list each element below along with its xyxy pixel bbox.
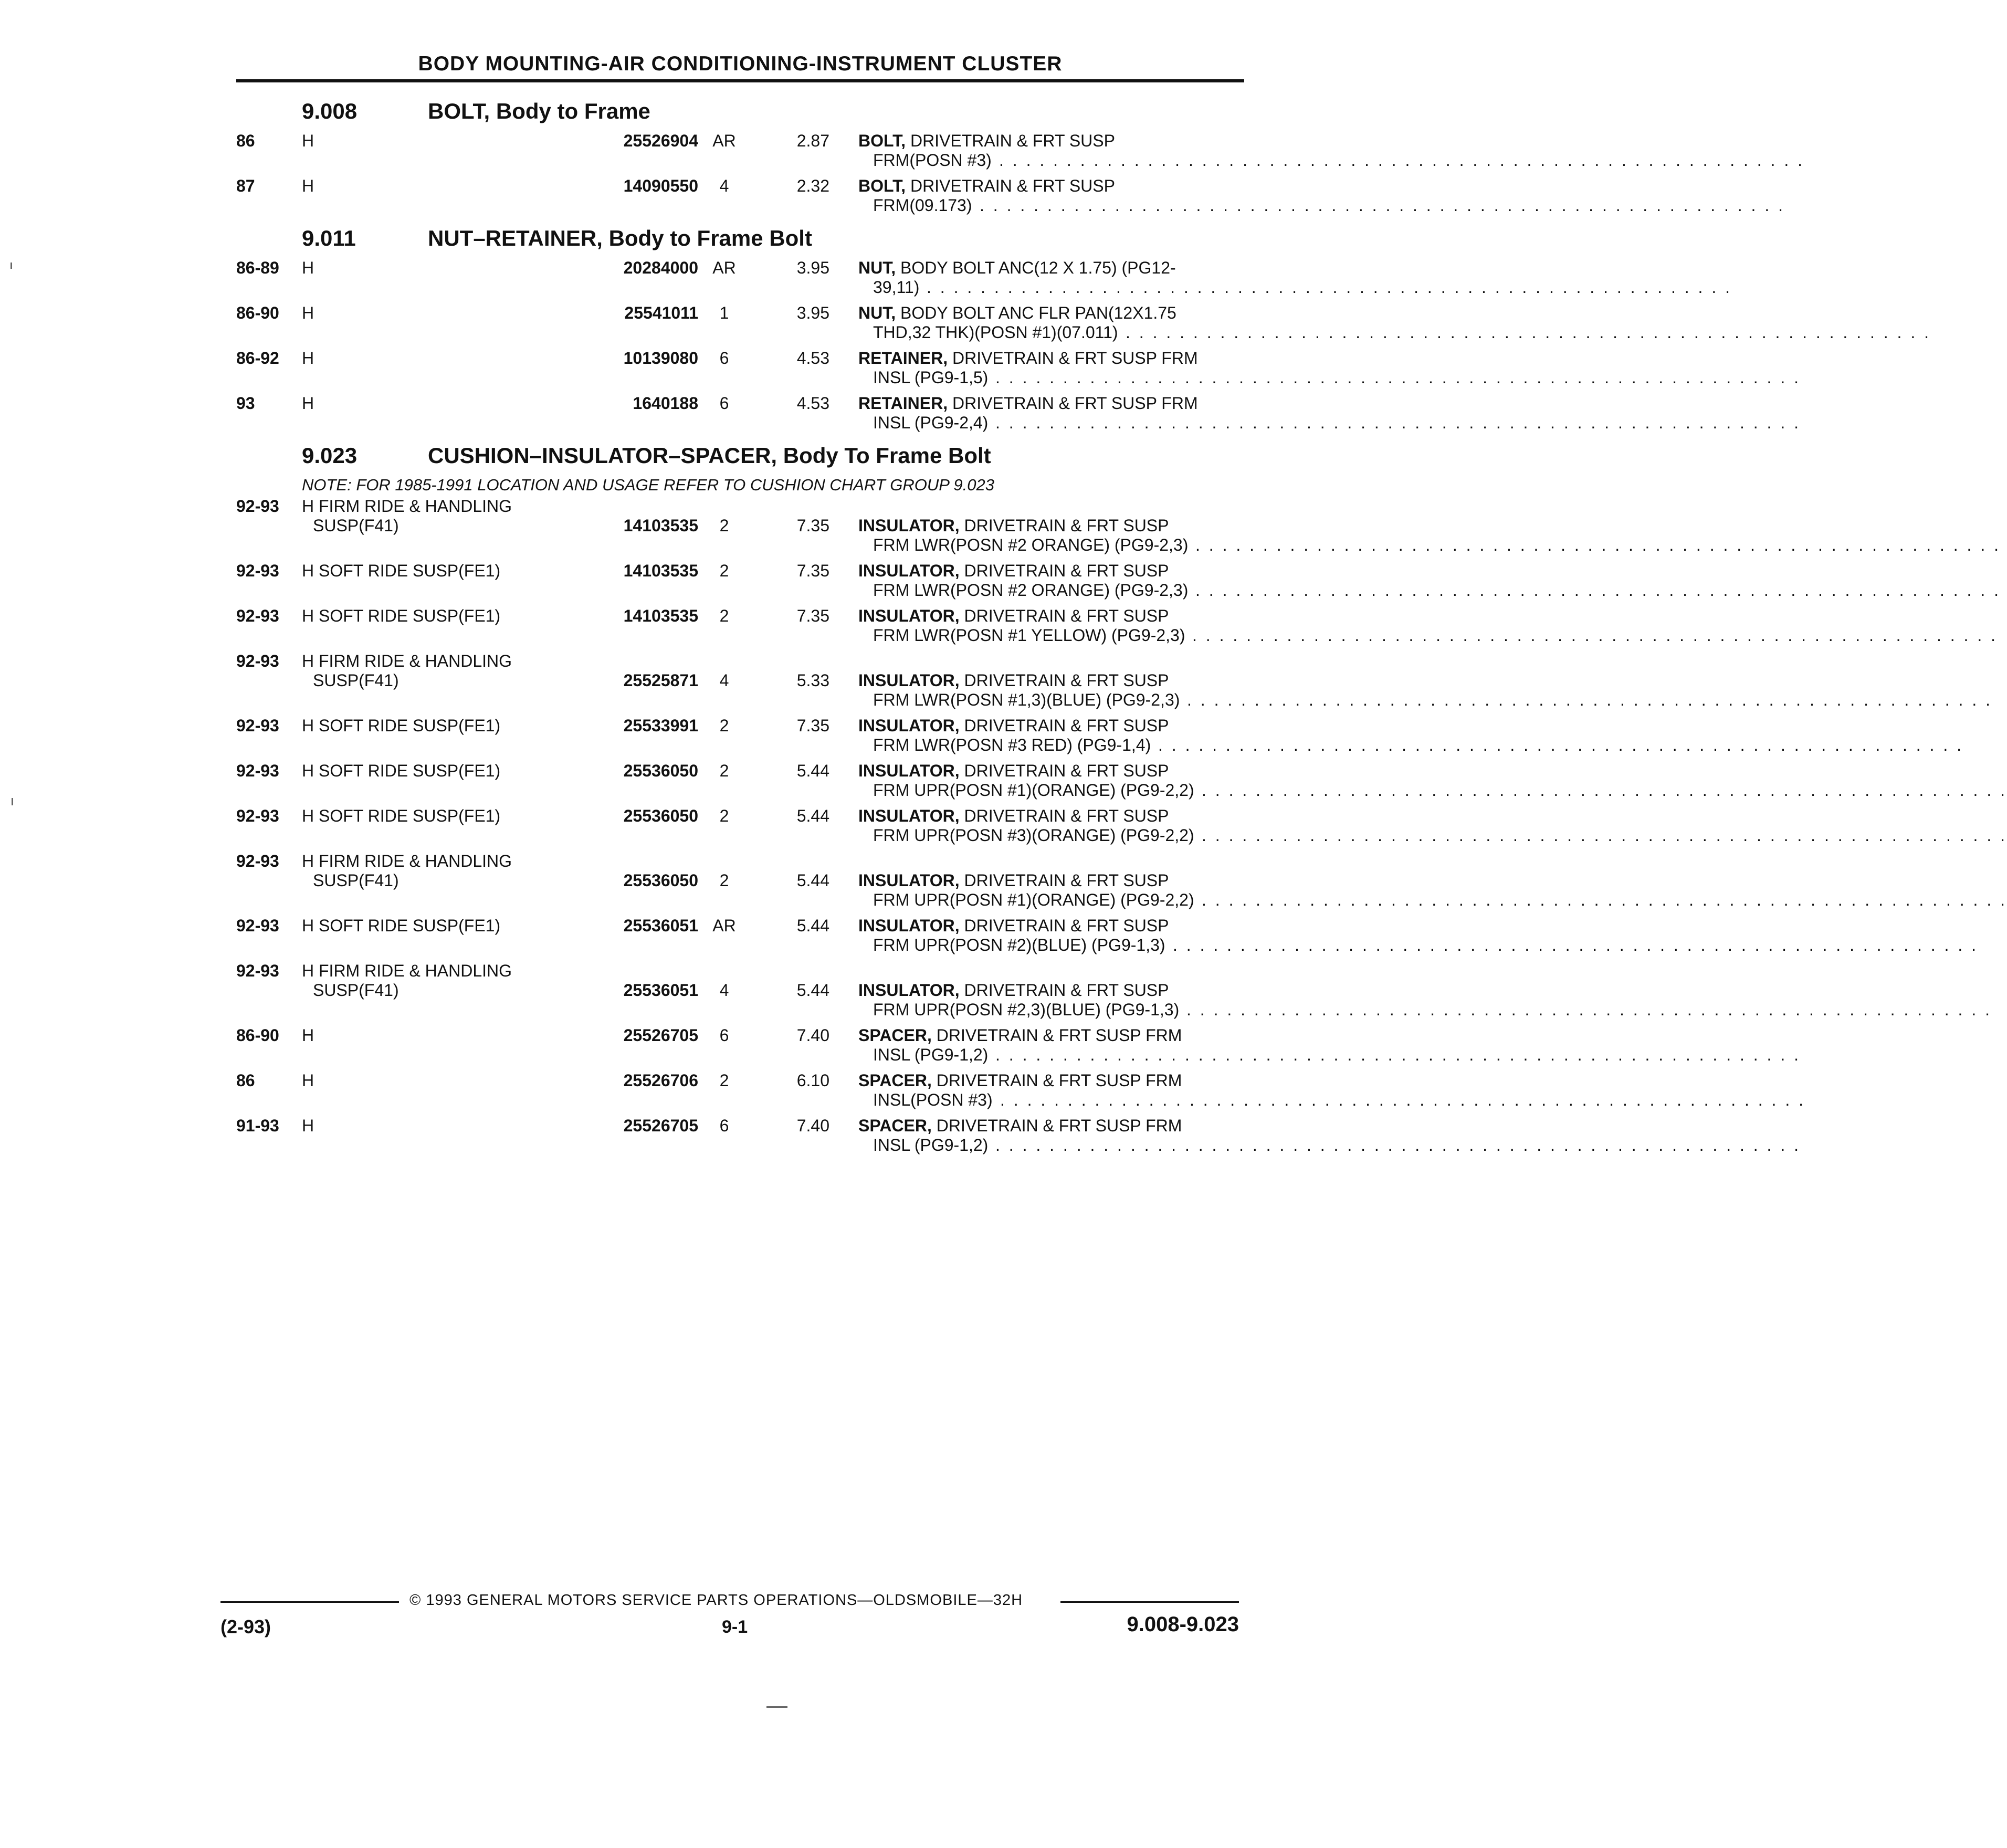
part-name-keyword: INSULATOR, [858, 761, 960, 780]
quantity: 1 [719, 303, 729, 322]
leader-dots: . . . . . . . . . . . . . . . . . . . . . . . . . . . . . . . . . . . . . . . . . . . . . . . . . . . . . . . . . . . . [1000, 1090, 1805, 1109]
part-name-cont: FRM LWR(POSN #2 ORANGE) (PG9-2,3) [873, 536, 1189, 554]
group-number: 7.35 [796, 716, 829, 735]
model-years: 92-93 [236, 652, 279, 670]
model-years: 92-93 [236, 561, 279, 580]
group-number: 3.95 [796, 303, 829, 322]
part-name-keyword: RETAINER, [858, 394, 948, 413]
part-row [236, 131, 1804, 170]
part-name-cont: FRM UPR(POSN #2)(BLUE) (PG9-1,3) [873, 936, 1165, 954]
quantity: 2 [719, 716, 729, 735]
part-name-detail: DRIVETRAIN & FRT SUSP [906, 131, 1115, 150]
application-desc: H FIRM RIDE & HANDLING [302, 852, 512, 870]
part-name-detail: DRIVETRAIN & FRT SUSP [906, 176, 1115, 195]
part-name [858, 258, 1176, 278]
section-heading [236, 222, 1244, 258]
leader-dots: . . . . . . . . . . . . . . . . . . . . . . . . . . . . . . . . . . . . . . . . . . . . . . . . . . . . . . . . . . . . [1202, 826, 2007, 845]
part-number: 25526705 [623, 1026, 698, 1045]
part-name [858, 1071, 1182, 1090]
part-number: 10139080 [623, 349, 698, 368]
part-number: 25526904 [623, 131, 698, 150]
application-desc: H SOFT RIDE SUSP(FE1) [302, 716, 501, 735]
scan-speck [766, 1706, 787, 1708]
quantity: 2 [719, 806, 729, 825]
part-name-keyword: INSULATOR, [858, 871, 960, 890]
application-desc: H FIRM RIDE & HANDLING [302, 961, 512, 980]
model-years: 86-90 [236, 1026, 279, 1045]
part-row [236, 916, 1978, 955]
group-number: 5.44 [796, 981, 829, 1000]
application-desc: H [302, 258, 314, 277]
footer-rule-left [220, 1601, 399, 1603]
header-rule [236, 79, 1244, 82]
part-name-detail: DRIVETRAIN & FRT SUSP [959, 871, 1169, 890]
part-name-keyword: BOLT, [858, 176, 906, 195]
leader-dots: . . . . . . . . . . . . . . . . . . . . . . . . . . . . . . . . . . . . . . . . . . . . . . . . . . . . . . . . . . . . [1173, 936, 1978, 954]
scan-speck [10, 262, 12, 269]
application-desc: H [302, 176, 314, 195]
section-number: 9.023 [302, 443, 358, 468]
part-name [858, 981, 1169, 1000]
part-name-cont: INSL (PG9-1,2) [873, 1136, 989, 1154]
part-name [858, 871, 1169, 890]
quantity: 2 [719, 516, 729, 535]
part-name-detail: DRIVETRAIN & FRT SUSP FRM [948, 394, 1198, 413]
part-name-detail: DRIVETRAIN & FRT SUSP FRM [948, 349, 1198, 368]
leader-dots: . . . . . . . . . . . . . . . . . . . . . . . . . . . . . . . . . . . . . . . . . . . . . . . . . . . . . . . . . . . . [1187, 690, 1992, 709]
part-number: 14103535 [623, 516, 698, 535]
section-number: 9.011 [302, 226, 356, 250]
model-years: 93 [236, 394, 255, 413]
leader-dots: . . . . . . . . . . . . . . . . . . . . . . . . . . . . . . . . . . . . . . . . . . . . . . . . . . . . . . . . . . . . [1126, 323, 1931, 342]
part-name-keyword: INSULATOR, [858, 516, 960, 535]
part-row [236, 1116, 1801, 1155]
part-row [236, 303, 1931, 342]
part-number: 14090550 [623, 176, 698, 195]
application-desc-cont: SUSP(F41) [313, 516, 399, 535]
part-row [236, 852, 2007, 910]
part-name-keyword: INSULATOR, [858, 716, 960, 735]
leader-dots: . . . . . . . . . . . . . . . . . . . . . . . . . . . . . . . . . . . . . . . . . . . . . . . . . . . . . . . . . . . . [980, 196, 1785, 215]
leader-dots: . . . . . . . . . . . . . . . . . . . . . . . . . . . . . . . . . . . . . . . . . . . . . . . . . . . . . . . . . . . . [927, 278, 1732, 297]
quantity: AR [712, 258, 736, 277]
part-name [858, 303, 1176, 323]
quantity: 6 [719, 1026, 729, 1045]
part-row [236, 716, 1963, 755]
part-number: 25525871 [623, 671, 698, 690]
group-number: 4.53 [796, 349, 829, 368]
footer-date-code: (2-93) [220, 1616, 271, 1637]
application-desc: H FIRM RIDE & HANDLING [302, 652, 512, 670]
model-years: 87 [236, 176, 255, 195]
application-desc: H [302, 349, 314, 368]
application-desc-cont: SUSP(F41) [313, 981, 399, 1000]
part-name-detail: BODY BOLT ANC FLR PAN(12X1.75 [896, 303, 1176, 322]
application-desc: H [302, 394, 314, 413]
part-name-cont: THD,32 THK)(POSN #1)(07.011) [873, 323, 1118, 342]
part-name-cont: FRM UPR(POSN #3)(ORANGE) (PG9-2,2) [873, 826, 1194, 845]
section-title: NUT–RETAINER, Body to Frame Bolt [428, 226, 812, 250]
page-title: BODY MOUNTING-AIR CONDITIONING-INSTRUMENT CLUSTER [418, 52, 1063, 75]
footer-group-range: 9.008-9.023 [1127, 1613, 1239, 1636]
part-name-cont: FRM LWR(POSN #1 YELLOW) (PG9-2,3) [873, 626, 1185, 645]
model-years: 86-92 [236, 349, 279, 368]
part-name-keyword: INSULATOR, [858, 671, 960, 690]
part-name-detail: DRIVETRAIN & FRT SUSP [959, 671, 1169, 690]
part-name-cont: FRM LWR(POSN #3 RED) (PG9-1,4) [873, 736, 1151, 754]
application-desc: H [302, 131, 314, 150]
quantity: 2 [719, 561, 729, 580]
part-name [858, 394, 1198, 413]
part-number: 25541011 [624, 303, 698, 322]
part-row [236, 258, 1732, 297]
part-name-detail: DRIVETRAIN & FRT SUSP FRM [931, 1071, 1182, 1090]
part-name-cont: FRM(09.173) [873, 196, 972, 215]
part-name-keyword: NUT, [858, 303, 896, 322]
part-name [858, 716, 1169, 736]
group-number: 2.32 [796, 176, 829, 195]
part-name-detail: DRIVETRAIN & FRT SUSP [959, 981, 1169, 1000]
quantity: 6 [719, 394, 729, 413]
part-name-keyword: INSULATOR, [858, 806, 960, 825]
section-9-011 [236, 222, 1931, 433]
application-desc: H [302, 303, 314, 322]
quantity: 4 [719, 671, 729, 690]
part-name [858, 561, 1169, 581]
quantity: 6 [719, 1116, 729, 1135]
part-number: 25526706 [623, 1071, 698, 1090]
part-name-keyword: SPACER, [858, 1026, 932, 1045]
group-number: 7.35 [796, 516, 829, 535]
part-name-cont: FRM LWR(POSN #2 ORANGE) (PG9-2,3) [873, 581, 1189, 600]
model-years: 92-93 [236, 806, 279, 825]
part-row [236, 761, 2007, 800]
section-note [236, 476, 1244, 497]
footer-copyright: © 1993 GENERAL MOTORS SERVICE PARTS OPERATIONS—OLDSMOBILE—32H [409, 1592, 1023, 1609]
application-desc: H [302, 1026, 314, 1045]
part-name-detail: DRIVETRAIN & FRT SUSP [959, 606, 1169, 625]
application-desc: H SOFT RIDE SUSP(FE1) [302, 761, 501, 780]
part-name-detail: DRIVETRAIN & FRT SUSP [959, 561, 1169, 580]
parts-list [236, 94, 2007, 1161]
part-number: 25536050 [623, 761, 698, 780]
part-row [236, 806, 2007, 845]
model-years: 86-90 [236, 303, 279, 322]
group-number: 7.35 [796, 606, 829, 625]
part-name-cont: INSL (PG9-1,2) [873, 1045, 989, 1064]
leader-dots: . . . . . . . . . . . . . . . . . . . . . . . . . . . . . . . . . . . . . . . . . . . . . . . . . . . . . . . . . . . . [1202, 890, 2007, 909]
part-name [858, 131, 1115, 151]
section-9-023 [236, 439, 2007, 1155]
group-number: 5.44 [796, 871, 829, 890]
leader-dots: . . . . . . . . . . . . . . . . . . . . . . . . . . . . . . . . . . . . . . . . . . . . . . . . . . . . . . . . . . . . [1195, 536, 2001, 554]
part-name-cont: FRM LWR(POSN #1,3)(BLUE) (PG9-2,3) [873, 690, 1180, 709]
model-years: 92-93 [236, 916, 279, 935]
part-name [858, 1026, 1182, 1045]
part-name-keyword: INSULATOR, [858, 981, 960, 1000]
section-note-text: NOTE: FOR 1985-1991 LOCATION AND USAGE REFER TO CUSHION CHART GROUP 9.023 [302, 476, 994, 494]
group-number: 7.40 [796, 1116, 829, 1135]
quantity: 2 [719, 871, 729, 890]
leader-dots: . . . . . . . . . . . . . . . . . . . . . . . . . . . . . . . . . . . . . . . . . . . . . . . . . . . . . . . . . . . . [1195, 581, 2001, 600]
footer-page-number: 9-1 [722, 1617, 748, 1637]
part-number: 20284000 [623, 258, 698, 277]
part-name-detail: DRIVETRAIN & FRT SUSP [959, 761, 1169, 780]
part-name-cont: FRM(POSN #3) [873, 151, 992, 170]
part-row [236, 176, 1785, 215]
part-name-keyword: NUT, [858, 258, 896, 277]
leader-dots: . . . . . . . . . . . . . . . . . . . . . . . . . . . . . . . . . . . . . . . . . . . . . . . . . . . . . . . . . . . . [999, 151, 1804, 170]
part-name-cont: 39,11) [873, 278, 920, 297]
part-name-keyword: INSULATOR, [858, 916, 960, 935]
application-desc: H SOFT RIDE SUSP(FE1) [302, 606, 501, 625]
group-number: 5.33 [796, 671, 829, 690]
part-name-cont: INSL (PG9-1,5) [873, 368, 989, 387]
application-desc: H FIRM RIDE & HANDLING [302, 497, 512, 516]
part-row [236, 561, 2001, 600]
model-years: 92-93 [236, 716, 279, 735]
application-desc: H SOFT RIDE SUSP(FE1) [302, 916, 501, 935]
part-row [236, 961, 1992, 1020]
part-name [858, 916, 1169, 936]
group-number: 7.40 [796, 1026, 829, 1045]
part-name [858, 176, 1115, 196]
group-number: 4.53 [796, 394, 829, 413]
quantity: 6 [719, 349, 729, 368]
model-years: 92-93 [236, 961, 279, 980]
part-number: 25526705 [623, 1116, 698, 1135]
quantity: 4 [719, 981, 729, 1000]
part-name [858, 516, 1169, 536]
model-years: 92-93 [236, 761, 279, 780]
model-years: 91-93 [236, 1116, 279, 1135]
part-row [236, 1071, 1805, 1110]
quantity: AR [712, 916, 736, 935]
section-9-008 [236, 94, 1804, 215]
part-name-detail: DRIVETRAIN & FRT SUSP [959, 516, 1169, 535]
section-heading [236, 94, 1244, 131]
part-name-detail: DRIVETRAIN & FRT SUSP FRM [931, 1026, 1182, 1045]
leader-dots: . . . . . . . . . . . . . . . . . . . . . . . . . . . . . . . . . . . . . . . . . . . . . . . . . . . . . . . . . . . . [1192, 626, 1998, 645]
application-desc: H SOFT RIDE SUSP(FE1) [302, 806, 501, 825]
part-number: 14103535 [623, 606, 698, 625]
group-number: 3.95 [796, 258, 829, 277]
model-years: 92-93 [236, 497, 279, 516]
application-desc: H [302, 1071, 314, 1090]
application-desc: H [302, 1116, 314, 1135]
part-name [858, 1116, 1182, 1136]
part-number: 25536050 [623, 806, 698, 825]
leader-dots: . . . . . . . . . . . . . . . . . . . . . . . . . . . . . . . . . . . . . . . . . . . . . . . . . . . . . . . . . . . . [995, 413, 1801, 432]
part-name [858, 806, 1169, 826]
page-footer [220, 1586, 1260, 1670]
group-number: 5.44 [796, 761, 829, 780]
leader-dots: . . . . . . . . . . . . . . . . . . . . . . . . . . . . . . . . . . . . . . . . . . . . . . . . . . . . . . . . . . . . [995, 1136, 1801, 1154]
part-name [858, 606, 1169, 626]
section-title: BOLT, Body to Frame [428, 99, 650, 123]
group-number: 5.44 [796, 916, 829, 935]
leader-dots: . . . . . . . . . . . . . . . . . . . . . . . . . . . . . . . . . . . . . . . . . . . . . . . . . . . . . . . . . . . . [1158, 736, 1963, 754]
leader-dots: . . . . . . . . . . . . . . . . . . . . . . . . . . . . . . . . . . . . . . . . . . . . . . . . . . . . . . . . . . . . [1186, 1000, 1992, 1019]
group-number: 6.10 [796, 1071, 829, 1090]
group-number: 2.87 [796, 131, 829, 150]
model-years: 92-93 [236, 606, 279, 625]
part-name-keyword: RETAINER, [858, 349, 948, 368]
part-number: 1640188 [633, 394, 698, 413]
part-name-keyword: INSULATOR, [858, 606, 960, 625]
quantity: 4 [719, 176, 729, 195]
part-row [236, 606, 1998, 645]
application-desc-cont: SUSP(F41) [313, 671, 399, 690]
group-number: 7.35 [796, 561, 829, 580]
leader-dots: . . . . . . . . . . . . . . . . . . . . . . . . . . . . . . . . . . . . . . . . . . . . . . . . . . . . . . . . . . . . [1202, 781, 2007, 800]
part-name-detail: BODY BOLT ANC(12 X 1.75) (PG12- [896, 258, 1176, 277]
part-name-keyword: BOLT, [858, 131, 906, 150]
quantity: 2 [719, 761, 729, 780]
part-row [236, 394, 1801, 433]
part-name [858, 761, 1169, 781]
page-header [236, 0, 1244, 84]
application-desc: H SOFT RIDE SUSP(FE1) [302, 561, 501, 580]
part-name-detail: DRIVETRAIN & FRT SUSP [959, 916, 1169, 935]
part-number: 25533991 [623, 716, 698, 735]
part-name-keyword: INSULATOR, [858, 561, 960, 580]
leader-dots: . . . . . . . . . . . . . . . . . . . . . . . . . . . . . . . . . . . . . . . . . . . . . . . . . . . . . . . . . . . . [995, 368, 1801, 387]
part-number: 14103535 [623, 561, 698, 580]
quantity: 2 [719, 606, 729, 625]
part-name-cont: INSL(POSN #3) [873, 1090, 993, 1109]
footer-rule-right [1060, 1601, 1239, 1603]
part-number: 25536050 [623, 871, 698, 890]
part-name-detail: DRIVETRAIN & FRT SUSP [959, 806, 1169, 825]
part-name-detail: DRIVETRAIN & FRT SUSP [959, 716, 1169, 735]
part-number: 25536051 [623, 981, 698, 1000]
part-number: 25536051 [623, 916, 698, 935]
model-years: 92-93 [236, 852, 279, 870]
scan-speck [12, 798, 13, 805]
part-name-keyword: SPACER, [858, 1116, 932, 1135]
section-title: CUSHION–INSULATOR–SPACER, Body To Frame Bolt [428, 443, 991, 468]
model-years: 86-89 [236, 258, 279, 277]
part-name-detail: DRIVETRAIN & FRT SUSP FRM [931, 1116, 1182, 1135]
part-name-keyword: SPACER, [858, 1071, 932, 1090]
part-row [236, 497, 2001, 555]
part-row [236, 349, 1801, 387]
part-name-cont: FRM UPR(POSN #1)(ORANGE) (PG9-2,2) [873, 781, 1194, 800]
part-name-cont: FRM UPR(POSN #2,3)(BLUE) (PG9-1,3) [873, 1000, 1180, 1019]
quantity: AR [712, 131, 736, 150]
group-number: 5.44 [796, 806, 829, 825]
part-row [236, 652, 1992, 710]
section-heading [236, 439, 1244, 476]
part-name [858, 671, 1169, 690]
quantity: 2 [719, 1071, 729, 1090]
part-name-cont: INSL (PG9-2,4) [873, 413, 989, 432]
part-name-cont: FRM UPR(POSN #1)(ORANGE) (PG9-2,2) [873, 890, 1194, 909]
application-desc-cont: SUSP(F41) [313, 871, 399, 890]
model-years: 86 [236, 1071, 255, 1090]
part-name [858, 349, 1198, 368]
section-number: 9.008 [302, 99, 358, 123]
model-years: 86 [236, 131, 255, 150]
part-row [236, 1026, 1801, 1065]
leader-dots: . . . . . . . . . . . . . . . . . . . . . . . . . . . . . . . . . . . . . . . . . . . . . . . . . . . . . . . . . . . . [995, 1045, 1801, 1064]
